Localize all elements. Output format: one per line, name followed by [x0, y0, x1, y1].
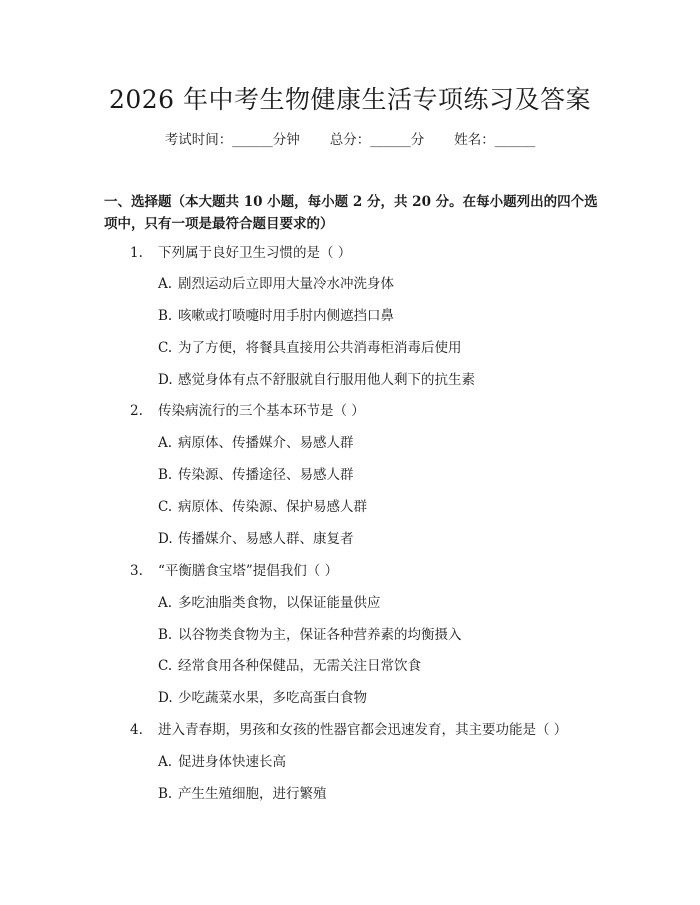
question-3 [130, 561, 338, 581]
option-label: B. [158, 786, 173, 802]
question-2-option-c [158, 497, 367, 517]
question-4-option-a [158, 752, 286, 772]
question-1-option-d [158, 370, 475, 390]
option-label: C. [158, 658, 173, 674]
option-label: B. [158, 627, 173, 643]
question-text: “平衡膳食宝塔”提倡我们（ ） [158, 563, 339, 579]
question-1 [130, 243, 351, 263]
option-text: 传染源、传播途径、易感人群 [178, 467, 354, 483]
option-text: 促进身体快速长高 [178, 754, 286, 770]
option-text: 传播媒介、易感人群、康复者 [178, 531, 354, 547]
question-2-option-b [158, 465, 354, 485]
question-text: 下列属于良好卫生习惯的是（ ） [158, 245, 352, 261]
page-title: 2026 年中考生物健康生活专项练习及答案 [108, 85, 592, 114]
option-text: 剧烈运动后立即用大量冷水冲洗身体 [178, 276, 394, 292]
section-heading: 一、选择题（本大题共 10 小题，每小题 2 分，共 20 分。在每小题列出的四个选项中，只有一项是最符合题目要求的） [104, 194, 598, 232]
option-label: D. [158, 690, 173, 706]
option-label: D. [158, 531, 173, 547]
question-3-option-a [158, 593, 381, 613]
option-text: 多吃油脂类食物，以保证能量供应 [178, 595, 381, 611]
question-1-option-b [158, 306, 394, 326]
option-label: A. [158, 435, 173, 451]
question-number: 1. [130, 245, 143, 261]
option-text: 感觉身体有点不舒服就自行服用他人剩下的抗生素 [178, 372, 475, 388]
question-text: 进入青春期，男孩和女孩的性器官都会迅速发育，其主要功能是（ ） [158, 722, 568, 738]
option-label: A. [158, 754, 173, 770]
option-label: B. [158, 308, 173, 324]
question-number: 4. [130, 722, 143, 738]
question-2-option-d [158, 529, 354, 549]
question-number: 2. [130, 403, 143, 419]
total-score-field: 总分：______分 [329, 132, 425, 148]
question-2-option-a [158, 433, 354, 453]
question-number: 3. [130, 563, 143, 579]
question-4-option-b [158, 784, 327, 804]
question-3-option-c [158, 656, 421, 676]
option-text: 以谷物类食物为主，保证各种营养素的均衡摄入 [178, 627, 462, 643]
exam-time-field: 考试时间：______分钟 [164, 132, 300, 148]
option-text: 为了方便，将餐具直接用公共消毒柜消毒后使用 [178, 340, 462, 356]
question-text: 传染病流行的三个基本环节是（ ） [158, 403, 365, 419]
exam-meta [0, 130, 700, 150]
option-text: 病原体、传染源、保护易感人群 [178, 499, 367, 515]
question-3-option-d [158, 688, 367, 708]
option-text: 产生生殖细胞，进行繁殖 [178, 786, 327, 802]
option-text: 经常食用各种保健品，无需关注日常饮食 [178, 658, 421, 674]
question-1-option-c [158, 338, 462, 358]
question-2 [130, 401, 365, 421]
option-text: 咳嗽或打喷嚏时用手肘内侧遮挡口鼻 [178, 308, 394, 324]
option-label: A. [158, 595, 173, 611]
question-4 [130, 720, 567, 740]
option-label: C. [158, 499, 173, 515]
option-label: A. [158, 276, 173, 292]
option-label: D. [158, 372, 173, 388]
option-label: B. [158, 467, 173, 483]
question-3-option-b [158, 625, 462, 645]
question-1-option-a [158, 274, 394, 294]
option-text: 病原体、传播媒介、易感人群 [178, 435, 354, 451]
name-field: 姓名：______ [454, 132, 536, 148]
option-label: C. [158, 340, 173, 356]
option-text: 少吃蔬菜水果，多吃高蛋白食物 [178, 690, 367, 706]
